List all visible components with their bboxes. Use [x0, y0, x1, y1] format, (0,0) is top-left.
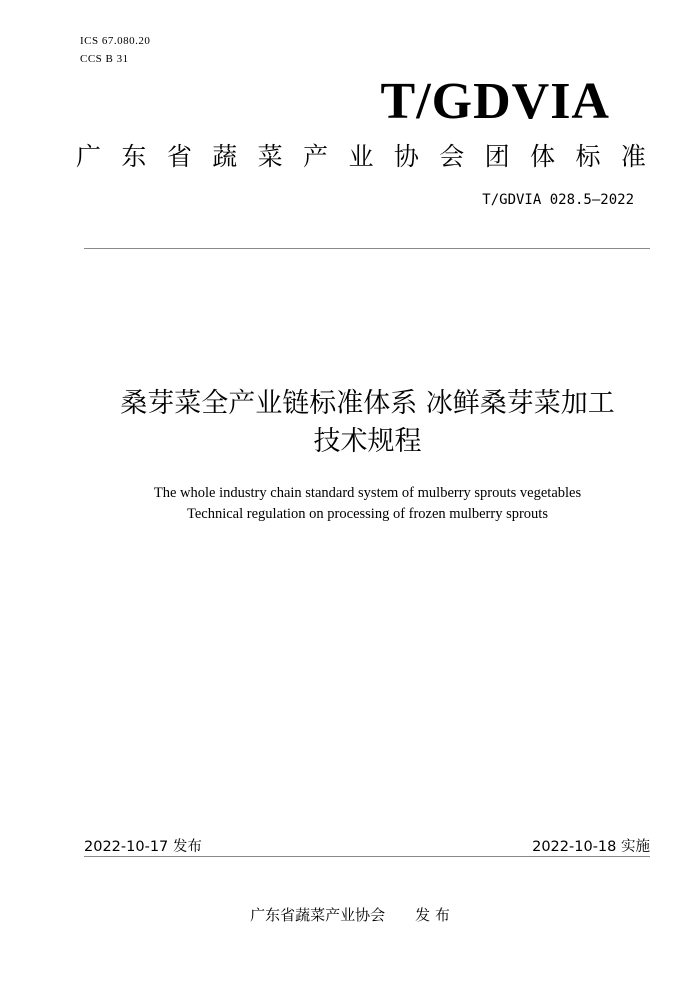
org-char: 会: [439, 142, 465, 171]
implement-date: 2022-10-18 实施: [532, 839, 650, 855]
org-char: 体: [530, 142, 556, 171]
org-char: 业: [348, 142, 374, 171]
title-en-line1: The whole industry chain standard system of mulberry sprouts vegetables: [153, 485, 582, 501]
ccs-code: CCS B 31: [80, 53, 129, 65]
title-cn-line2: 技术规程: [313, 426, 422, 457]
issuer-name: 广东省蔬菜产业协会: [250, 906, 386, 924]
organization-name: [76, 137, 646, 173]
org-char: 产: [303, 142, 329, 171]
issuer-line: [0, 904, 700, 925]
document-number: T/GDVIA 028.5—2022: [482, 192, 634, 208]
title-en-line2: Technical regulation on processing of frozen mulberry sprouts: [187, 506, 548, 522]
issuer-action: 发 布: [415, 906, 450, 924]
top-divider: [84, 248, 650, 249]
org-char: 标: [575, 142, 601, 171]
org-char: 团: [484, 142, 510, 171]
title-cn-line1: 桑芽菜全产业链标准体系 冰鲜桑芽菜加工: [120, 388, 615, 419]
bottom-divider: [84, 856, 650, 857]
ics-code: ICS 67.080.20: [80, 35, 151, 47]
org-char: 菜: [257, 142, 283, 171]
org-char: 协: [393, 142, 419, 171]
org-char: 准: [620, 142, 646, 171]
org-char: 东: [121, 142, 147, 171]
org-char: 省: [166, 142, 192, 171]
standard-logo: T/GDVIA: [380, 73, 610, 130]
org-char: 广: [76, 142, 102, 171]
publish-date: 2022-10-17 发布: [84, 839, 202, 855]
org-char: 蔬: [212, 142, 238, 171]
